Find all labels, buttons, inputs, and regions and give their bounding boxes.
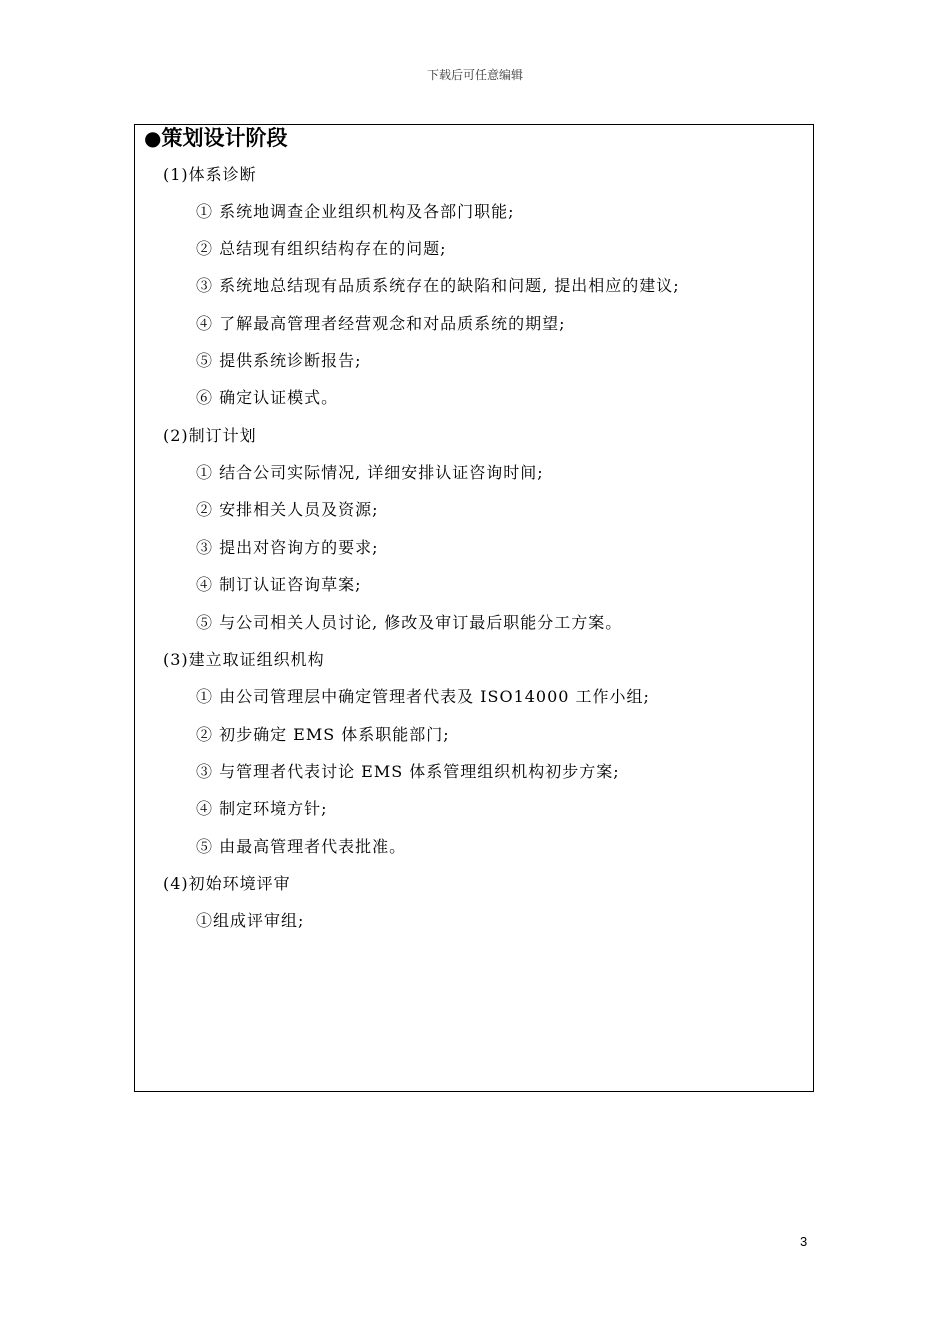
list-item: ① 系统地调查企业组织机构及各部门职能;: [196, 202, 515, 221]
content-box: [134, 124, 814, 1092]
list-item: ④ 制订认证咨询草案;: [196, 575, 362, 594]
section-title-text: 策划设计阶段: [161, 126, 288, 150]
list-item: ⑤ 由最高管理者代表批准。: [196, 837, 407, 856]
header-note: 下载后可任意编辑: [426, 68, 523, 82]
section-title: [144, 124, 287, 152]
list-item: ② 总结现有组织结构存在的问题;: [196, 239, 447, 258]
list-item: ⑥ 确定认证模式。: [196, 388, 339, 407]
list-item: ① 由公司管理层中确定管理者代表及 ISO14000 工作小组;: [196, 687, 650, 706]
subsection-heading-2: (2)制订计划: [163, 426, 257, 445]
list-item: ① 结合公司实际情况, 详细安排认证咨询时间;: [196, 463, 544, 482]
list-item: ④ 了解最高管理者经营观念和对品质系统的期望;: [196, 314, 566, 333]
subsection-heading-1: (1)体系诊断: [163, 165, 257, 184]
list-item: ② 初步确定 EMS 体系职能部门;: [196, 725, 450, 744]
list-item: ④ 制定环境方针;: [196, 799, 328, 818]
list-item: ①组成评审组;: [196, 911, 305, 930]
list-item: ⑤ 与公司相关人员讨论, 修改及审订最后职能分工方案。: [196, 613, 623, 632]
list-item: ③ 与管理者代表讨论 EMS 体系管理组织机构初步方案;: [196, 762, 620, 781]
list-item: ② 安排相关人员及资源;: [196, 500, 379, 519]
list-item: ⑤ 提供系统诊断报告;: [196, 351, 362, 370]
list-item: ③ 系统地总结现有品质系统存在的缺陷和问题, 提出相应的建议;: [196, 276, 680, 295]
subsection-heading-4: (4)初始环境评审: [163, 874, 291, 893]
bullet-icon: ●: [144, 126, 162, 150]
subsection-heading-3: (3)建立取证组织机构: [163, 650, 325, 669]
page-number: 3: [800, 1234, 808, 1249]
list-item: ③ 提出对咨询方的要求;: [196, 538, 379, 557]
